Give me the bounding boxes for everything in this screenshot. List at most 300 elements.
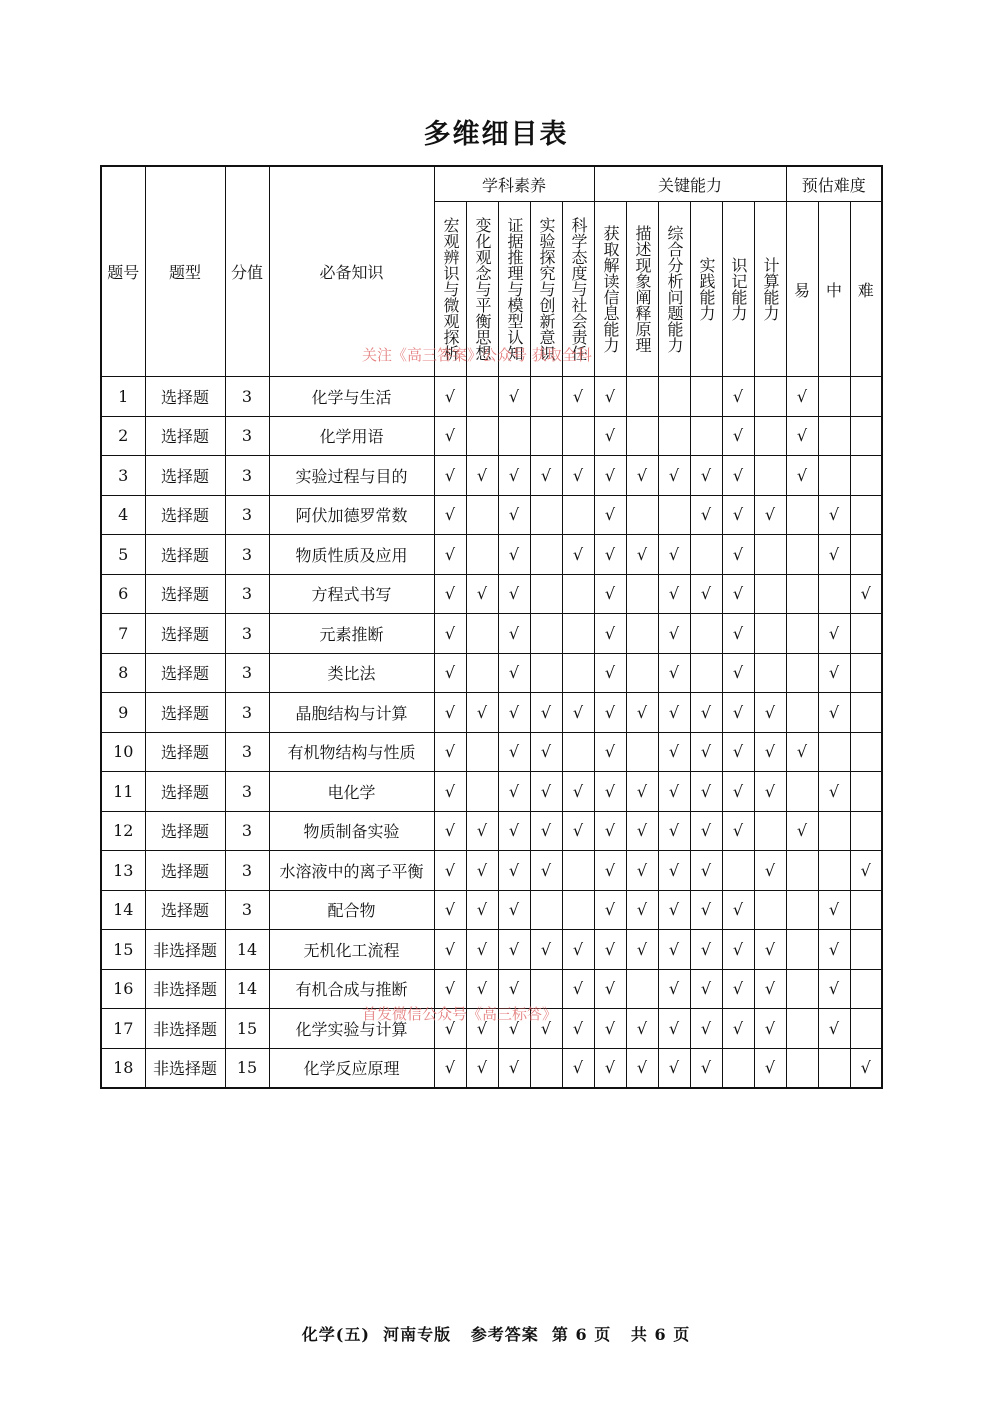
check-mark-cell: √: [498, 890, 530, 930]
row-number: 1: [101, 377, 145, 417]
check-mark-cell: √: [754, 1048, 786, 1088]
check-mark-cell: √: [722, 614, 754, 654]
row-type: 选择题: [145, 535, 225, 575]
watermark-bottom: 首发微信公众号《高三标答》: [362, 1005, 558, 1023]
table-row: [101, 653, 882, 693]
empty-cell: [690, 535, 722, 575]
row-number: 10: [101, 732, 145, 772]
check-mark-cell: √: [562, 930, 594, 970]
row-knowledge: 方程式书写: [269, 574, 434, 614]
row-type: 选择题: [145, 456, 225, 496]
check-mark-cell: √: [690, 574, 722, 614]
check-mark-cell: √: [786, 377, 818, 417]
empty-cell: [786, 1048, 818, 1088]
header-ability-label: 实践能力: [697, 257, 716, 321]
check-mark-cell: √: [594, 772, 626, 812]
table-row: [101, 1009, 882, 1049]
empty-cell: [466, 772, 498, 812]
row-knowledge: 有机合成与推断: [269, 969, 434, 1009]
check-mark-cell: √: [658, 693, 690, 733]
check-mark-cell: √: [818, 495, 850, 535]
row-score: 3: [225, 614, 269, 654]
empty-cell: [466, 416, 498, 456]
check-mark-cell: √: [562, 535, 594, 575]
check-mark-cell: √: [658, 732, 690, 772]
empty-cell: [786, 535, 818, 575]
check-mark-cell: √: [562, 969, 594, 1009]
empty-cell: [850, 811, 882, 851]
check-mark-cell: √: [722, 377, 754, 417]
empty-cell: [530, 890, 562, 930]
row-score: 3: [225, 811, 269, 851]
check-mark-cell: √: [722, 495, 754, 535]
check-mark-cell: √: [594, 890, 626, 930]
empty-cell: [850, 495, 882, 535]
check-mark-cell: √: [434, 416, 466, 456]
header-ability-4: [722, 202, 754, 377]
empty-cell: [466, 732, 498, 772]
check-mark-cell: √: [658, 1048, 690, 1088]
row-knowledge: 物质性质及应用: [269, 535, 434, 575]
check-mark-cell: √: [818, 890, 850, 930]
row-type: 非选择题: [145, 930, 225, 970]
row-knowledge: 化学反应原理: [269, 1048, 434, 1088]
check-mark-cell: √: [434, 614, 466, 654]
check-mark-cell: √: [594, 1009, 626, 1049]
header-ability-5: [754, 202, 786, 377]
header-difficulty-group: 预估难度: [786, 166, 882, 202]
row-knowledge: 元素推断: [269, 614, 434, 654]
check-mark-cell: √: [626, 1009, 658, 1049]
row-type: 选择题: [145, 416, 225, 456]
check-mark-cell: √: [594, 535, 626, 575]
check-mark-cell: √: [658, 535, 690, 575]
table-row: [101, 890, 882, 930]
header-ability-label: 计算能力: [761, 257, 780, 321]
empty-cell: [754, 416, 786, 456]
check-mark-cell: √: [658, 456, 690, 496]
check-mark-cell: √: [722, 969, 754, 1009]
empty-cell: [754, 574, 786, 614]
header-literacy-label: 证据推理与模型认知: [505, 217, 524, 361]
row-number: 2: [101, 416, 145, 456]
check-mark-cell: √: [466, 574, 498, 614]
empty-cell: [818, 456, 850, 496]
check-mark-cell: √: [498, 851, 530, 891]
check-mark-cell: √: [690, 930, 722, 970]
row-type: 选择题: [145, 614, 225, 654]
check-mark-cell: √: [594, 930, 626, 970]
row-knowledge: 阿伏加德罗常数: [269, 495, 434, 535]
check-mark-cell: √: [498, 811, 530, 851]
header-ability-label: 获取解读信息能力: [601, 225, 620, 353]
check-mark-cell: √: [754, 1009, 786, 1049]
check-mark-cell: √: [594, 614, 626, 654]
check-mark-cell: √: [850, 574, 882, 614]
check-mark-cell: √: [434, 377, 466, 417]
empty-cell: [786, 969, 818, 1009]
row-type: 选择题: [145, 693, 225, 733]
empty-cell: [690, 377, 722, 417]
check-mark-cell: √: [626, 930, 658, 970]
table-row: [101, 535, 882, 575]
check-mark-cell: √: [594, 851, 626, 891]
check-mark-cell: √: [594, 495, 626, 535]
row-knowledge: 实验过程与目的: [269, 456, 434, 496]
check-mark-cell: √: [498, 653, 530, 693]
empty-cell: [786, 653, 818, 693]
check-mark-cell: √: [818, 693, 850, 733]
check-mark-cell: √: [530, 693, 562, 733]
row-number: 8: [101, 653, 145, 693]
header-ability-2: [658, 202, 690, 377]
table-row: [101, 1048, 882, 1088]
check-mark-cell: √: [498, 930, 530, 970]
empty-cell: [850, 1009, 882, 1049]
check-mark-cell: √: [658, 1009, 690, 1049]
check-mark-cell: √: [466, 890, 498, 930]
check-mark-cell: √: [722, 416, 754, 456]
check-mark-cell: √: [626, 535, 658, 575]
table-row: [101, 416, 882, 456]
check-mark-cell: √: [818, 1009, 850, 1049]
empty-cell: [530, 574, 562, 614]
page-title: 多维细目表: [423, 119, 569, 150]
check-mark-cell: √: [690, 495, 722, 535]
row-knowledge: 无机化工流程: [269, 930, 434, 970]
check-mark-cell: √: [658, 890, 690, 930]
row-number: 13: [101, 851, 145, 891]
row-number: 9: [101, 693, 145, 733]
check-mark-cell: √: [594, 574, 626, 614]
empty-cell: [626, 377, 658, 417]
empty-cell: [850, 693, 882, 733]
check-mark-cell: √: [754, 693, 786, 733]
row-knowledge: 化学与生活: [269, 377, 434, 417]
row-number: 16: [101, 969, 145, 1009]
table-row: [101, 377, 882, 417]
empty-cell: [466, 495, 498, 535]
row-score: 3: [225, 890, 269, 930]
check-mark-cell: √: [722, 811, 754, 851]
check-mark-cell: √: [690, 969, 722, 1009]
empty-cell: [466, 614, 498, 654]
table-row: [101, 811, 882, 851]
row-type: 选择题: [145, 772, 225, 812]
page-footer: 化学(五) 河南专版 参考答案 第 6 页 共 6 页: [301, 1325, 691, 1344]
check-mark-cell: √: [690, 772, 722, 812]
empty-cell: [850, 535, 882, 575]
row-knowledge: 化学实验与计算: [269, 1009, 434, 1049]
header-literacy-3: [530, 202, 562, 377]
empty-cell: [850, 930, 882, 970]
check-mark-cell: √: [690, 811, 722, 851]
table-row: [101, 969, 882, 1009]
header-ability-label: 识记能力: [729, 257, 748, 321]
empty-cell: [658, 416, 690, 456]
check-mark-cell: √: [434, 772, 466, 812]
row-type: 非选择题: [145, 969, 225, 1009]
header-literacy-label: 科学态度与社会责任: [569, 217, 588, 361]
empty-cell: [626, 732, 658, 772]
row-type: 选择题: [145, 890, 225, 930]
row-number: 11: [101, 772, 145, 812]
header-literacy-group: 学科素养: [434, 166, 594, 202]
header-ability-group: 关键能力: [594, 166, 786, 202]
check-mark-cell: √: [786, 732, 818, 772]
check-mark-cell: √: [754, 732, 786, 772]
check-mark-cell: √: [562, 772, 594, 812]
empty-cell: [626, 574, 658, 614]
check-mark-cell: √: [434, 1009, 466, 1049]
check-mark-cell: √: [434, 653, 466, 693]
check-mark-cell: √: [466, 811, 498, 851]
check-mark-cell: √: [722, 653, 754, 693]
header-difficulty-2: [850, 202, 882, 377]
row-type: 选择题: [145, 574, 225, 614]
row-number: 6: [101, 574, 145, 614]
header-ability-0: [594, 202, 626, 377]
empty-cell: [466, 653, 498, 693]
empty-cell: [626, 653, 658, 693]
check-mark-cell: √: [498, 495, 530, 535]
header-difficulty-1: [818, 202, 850, 377]
check-mark-cell: √: [498, 1048, 530, 1088]
empty-cell: [786, 693, 818, 733]
empty-cell: [466, 377, 498, 417]
header-difficulty-0: [786, 202, 818, 377]
header-literacy-label: 宏观辨识与微观探析: [441, 217, 460, 361]
check-mark-cell: √: [754, 969, 786, 1009]
check-mark-cell: √: [498, 456, 530, 496]
empty-cell: [754, 614, 786, 654]
empty-cell: [658, 495, 690, 535]
empty-cell: [754, 535, 786, 575]
empty-cell: [626, 614, 658, 654]
empty-cell: [530, 377, 562, 417]
row-type: 非选择题: [145, 1009, 225, 1049]
empty-cell: [530, 614, 562, 654]
check-mark-cell: √: [626, 811, 658, 851]
empty-cell: [658, 377, 690, 417]
header-ability-1: [626, 202, 658, 377]
row-type: 选择题: [145, 811, 225, 851]
check-mark-cell: √: [594, 377, 626, 417]
check-mark-cell: √: [562, 377, 594, 417]
check-mark-cell: √: [594, 456, 626, 496]
row-number: 14: [101, 890, 145, 930]
table-row: [101, 693, 882, 733]
header-difficulty-label: 易: [793, 280, 810, 300]
row-knowledge: 化学用语: [269, 416, 434, 456]
empty-cell: [850, 890, 882, 930]
check-mark-cell: √: [562, 1048, 594, 1088]
check-mark-cell: √: [754, 930, 786, 970]
check-mark-cell: √: [818, 535, 850, 575]
row-number: 7: [101, 614, 145, 654]
header-literacy-2: [498, 202, 530, 377]
check-mark-cell: √: [818, 614, 850, 654]
table-row: [101, 772, 882, 812]
check-mark-cell: √: [818, 969, 850, 1009]
empty-cell: [722, 851, 754, 891]
row-number: 5: [101, 535, 145, 575]
check-mark-cell: √: [658, 653, 690, 693]
empty-cell: [818, 811, 850, 851]
check-mark-cell: √: [754, 495, 786, 535]
check-mark-cell: √: [434, 969, 466, 1009]
row-score: 3: [225, 693, 269, 733]
empty-cell: [562, 851, 594, 891]
row-score: 3: [225, 377, 269, 417]
empty-cell: [786, 614, 818, 654]
check-mark-cell: √: [690, 456, 722, 496]
table-row: [101, 614, 882, 654]
check-mark-cell: √: [626, 772, 658, 812]
empty-cell: [530, 653, 562, 693]
row-type: 选择题: [145, 732, 225, 772]
table-row: [101, 456, 882, 496]
check-mark-cell: √: [626, 1048, 658, 1088]
empty-cell: [498, 416, 530, 456]
check-mark-cell: √: [722, 772, 754, 812]
check-mark-cell: √: [594, 693, 626, 733]
row-knowledge: 晶胞结构与计算: [269, 693, 434, 733]
empty-cell: [754, 456, 786, 496]
check-mark-cell: √: [530, 772, 562, 812]
header-ability-label: 综合分析问题能力: [665, 225, 684, 353]
check-mark-cell: √: [690, 732, 722, 772]
check-mark-cell: √: [658, 574, 690, 614]
check-mark-cell: √: [434, 1048, 466, 1088]
row-knowledge: 电化学: [269, 772, 434, 812]
check-mark-cell: √: [530, 732, 562, 772]
empty-cell: [786, 890, 818, 930]
check-mark-cell: √: [594, 811, 626, 851]
empty-cell: [722, 1048, 754, 1088]
row-score: 3: [225, 732, 269, 772]
row-type: 选择题: [145, 377, 225, 417]
check-mark-cell: √: [594, 653, 626, 693]
empty-cell: [786, 495, 818, 535]
check-mark-cell: √: [818, 772, 850, 812]
check-mark-cell: √: [498, 732, 530, 772]
row-score: 3: [225, 574, 269, 614]
table-row: [101, 732, 882, 772]
row-number: 17: [101, 1009, 145, 1049]
check-mark-cell: √: [690, 1009, 722, 1049]
check-mark-cell: √: [722, 732, 754, 772]
check-mark-cell: √: [658, 930, 690, 970]
row-score: 3: [225, 535, 269, 575]
check-mark-cell: √: [786, 416, 818, 456]
empty-cell: [818, 1048, 850, 1088]
check-mark-cell: √: [658, 772, 690, 812]
empty-cell: [562, 653, 594, 693]
check-mark-cell: √: [434, 811, 466, 851]
empty-cell: [850, 969, 882, 1009]
check-mark-cell: √: [594, 732, 626, 772]
check-mark-cell: √: [722, 693, 754, 733]
header-ability-label: 描述现象阐释原理: [633, 225, 652, 353]
watermark-top: 关注《高三答案》公众号 获取全科: [362, 346, 592, 364]
check-mark-cell: √: [626, 890, 658, 930]
row-score: 3: [225, 851, 269, 891]
check-mark-cell: √: [498, 1009, 530, 1049]
check-mark-cell: √: [562, 693, 594, 733]
row-score: 3: [225, 456, 269, 496]
row-score: 15: [225, 1009, 269, 1049]
header-literacy-0: [434, 202, 466, 377]
check-mark-cell: √: [498, 377, 530, 417]
check-mark-cell: √: [498, 772, 530, 812]
check-mark-cell: √: [658, 851, 690, 891]
row-score: 3: [225, 495, 269, 535]
check-mark-cell: √: [722, 456, 754, 496]
empty-cell: [850, 614, 882, 654]
header-literacy-label: 实验探究与创新意识: [537, 217, 556, 361]
empty-cell: [850, 653, 882, 693]
check-mark-cell: √: [434, 890, 466, 930]
row-score: 3: [225, 416, 269, 456]
empty-cell: [786, 772, 818, 812]
table-row: [101, 495, 882, 535]
row-knowledge: 水溶液中的离子平衡: [269, 851, 434, 891]
check-mark-cell: √: [786, 811, 818, 851]
row-number: 12: [101, 811, 145, 851]
header-knowledge: 必备知识: [269, 166, 434, 377]
row-number: 3: [101, 456, 145, 496]
empty-cell: [786, 851, 818, 891]
header-difficulty-label: 难: [857, 280, 874, 300]
check-mark-cell: √: [434, 456, 466, 496]
check-mark-cell: √: [658, 614, 690, 654]
empty-cell: [850, 732, 882, 772]
check-mark-cell: √: [434, 851, 466, 891]
check-mark-cell: √: [722, 930, 754, 970]
check-mark-cell: √: [434, 574, 466, 614]
empty-cell: [850, 456, 882, 496]
check-mark-cell: √: [626, 456, 658, 496]
empty-cell: [818, 851, 850, 891]
empty-cell: [690, 653, 722, 693]
check-mark-cell: √: [562, 456, 594, 496]
check-mark-cell: √: [498, 614, 530, 654]
check-mark-cell: √: [466, 851, 498, 891]
empty-cell: [818, 416, 850, 456]
check-mark-cell: √: [498, 969, 530, 1009]
check-mark-cell: √: [562, 811, 594, 851]
check-mark-cell: √: [530, 851, 562, 891]
empty-cell: [466, 535, 498, 575]
empty-cell: [690, 416, 722, 456]
check-mark-cell: √: [626, 693, 658, 733]
empty-cell: [562, 890, 594, 930]
table-row: [101, 574, 882, 614]
header-literacy-4: [562, 202, 594, 377]
check-mark-cell: √: [498, 535, 530, 575]
check-mark-cell: √: [562, 1009, 594, 1049]
check-mark-cell: √: [530, 1009, 562, 1049]
check-mark-cell: √: [818, 930, 850, 970]
check-mark-cell: √: [594, 1048, 626, 1088]
row-knowledge: 物质制备实验: [269, 811, 434, 851]
empty-cell: [754, 377, 786, 417]
empty-cell: [850, 416, 882, 456]
header-score: 分值: [225, 166, 269, 377]
row-knowledge: 有机物结构与性质: [269, 732, 434, 772]
empty-cell: [786, 930, 818, 970]
